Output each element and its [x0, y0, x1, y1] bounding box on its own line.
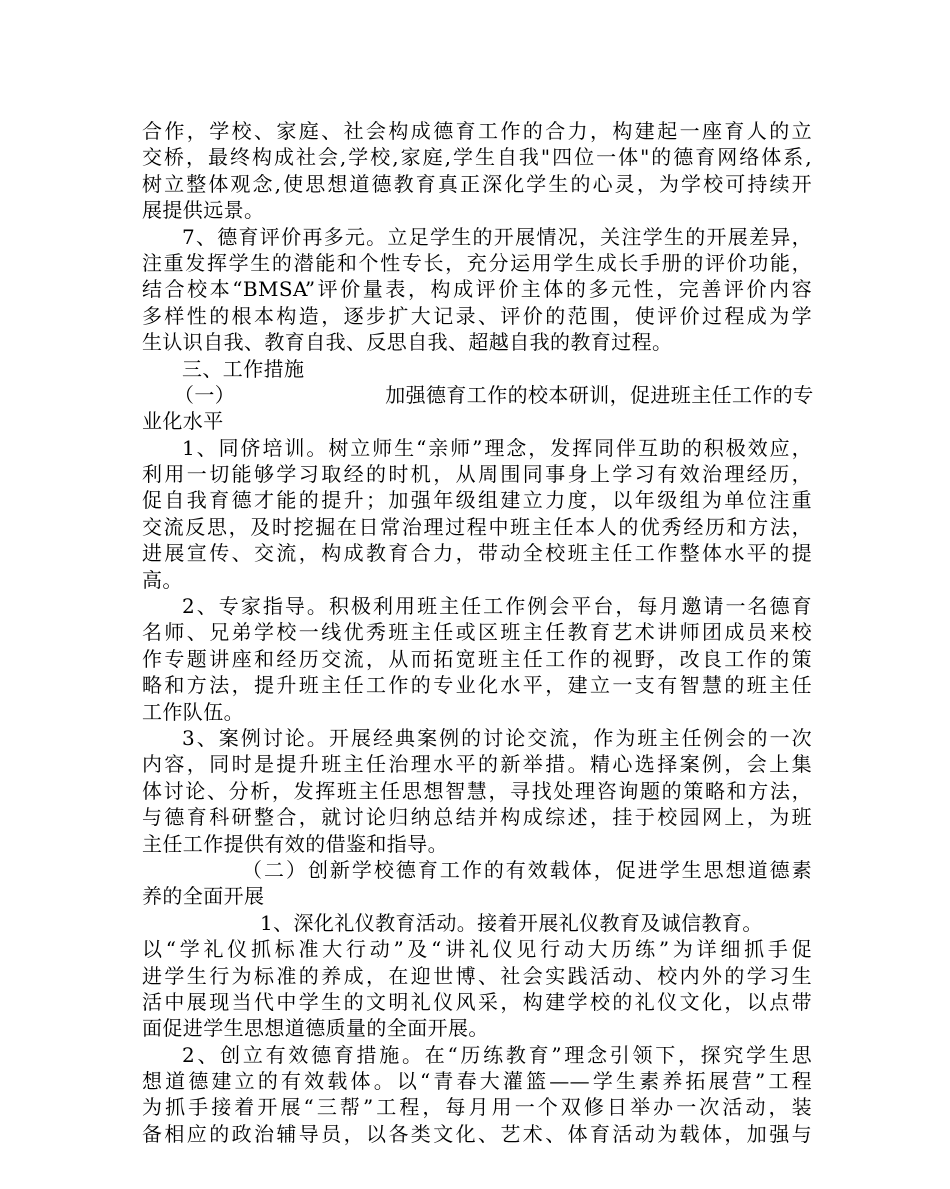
subsection-heading: （二）创新学校德育工作的有效载体，促进学生思想道德素	[242, 857, 812, 882]
text-line: 2、专家指导。积极利用班主任工作例会平台，每月邀请一名德育	[182, 594, 812, 619]
text-line: 促自我育德才能的提升；加强年级组建立力度，以年级组为单位注重	[142, 488, 812, 513]
text-line: 以“学礼仪抓标准大行动”及“讲礼仪见行动大历练”为详细抓手促	[142, 937, 812, 962]
text-line: 利用一切能够学习取经的时机，从周围同事身上学习有效治理经历，	[142, 462, 812, 487]
text-line: 3、案例讨论。开展经典案例的讨论交流，作为班主任例会的一次	[182, 725, 812, 750]
text-line: 结合校本“BMSA”评价量表，构成评价主体的多元性，完善评价内容	[142, 277, 812, 302]
text-line: 生认识自我、教育自我、反思自我、超越自我的教育过程。	[142, 330, 673, 355]
text-line: 进学生行为标准的养成，在迎世博、社会实践活动、校内外的学习生	[142, 963, 812, 988]
text-line: 面促进学生思想道德质量的全面开展。	[142, 1016, 489, 1041]
text-line: 活中展现当代中学生的文明礼仪风采，构建学校的礼仪文化，以点带	[142, 989, 812, 1014]
text-line: 注重发挥学生的潜能和个性专长，充分运用学生成长手册的评价功能，	[142, 250, 812, 275]
text-line: 1、深化礼仪教育活动。接着开展礼仪教育及诚信教育。	[260, 910, 763, 935]
text-line: 养的全面开展	[142, 884, 265, 909]
text-line: 高。	[142, 567, 183, 592]
text-line: 为抓手接着开展“三帮”工程，每月用一个双修日举办一次活动，装	[142, 1095, 812, 1120]
subsection-heading	[142, 382, 812, 408]
text-line: 略和方法，提升班主任工作的专业化水平，建立一支有智慧的班主任	[142, 673, 812, 698]
text-line: 业化水平	[142, 409, 224, 434]
text-line: 展提供远景。	[142, 198, 265, 223]
text-line: 进展宣传、交流，构成教育合力，带动全校班主任工作整体水平的提	[142, 541, 812, 566]
text-line: 7、德育评价再多元。立足学生的开展情况，关注学生的开展差异，	[182, 224, 812, 249]
text-line: 1、同侪培训。树立师生“亲师”理念，发挥同伴互助的积极效应，	[182, 435, 812, 460]
text-line: 与德育科研整合，就讨论归纳总结并构成综述，挂于校园网上，为班	[142, 805, 812, 830]
text-line: 体讨论、分析，发挥班主任思想智慧，寻找处理咨询题的策略和方法，	[142, 778, 812, 803]
text-line: 备相应的政治辅导员，以各类文化、艺术、体育活动为载体，加强与	[142, 1121, 812, 1146]
document-page	[142, 118, 812, 1147]
text-line: 多样性的根本构造，逐步扩大记录、评价的范围，使评价过程成为学	[142, 303, 812, 328]
section-heading: 三、工作措施	[182, 356, 305, 381]
text-line: 合作，学校、家庭、社会构成德育工作的合力，构建起一座育人的立	[142, 119, 812, 143]
text-line: 想道德建立的有效载体。以“青春大灌篮——学生素养拓展营”工程	[142, 1069, 812, 1094]
text-line: 作专题讲座和经历交流，从而拓宽班主任工作的视野，改良工作的策	[142, 646, 812, 671]
text-line: 名师、兄弟学校一线优秀班主任或区班主任教育艺术讲师团成员来校	[142, 620, 812, 645]
subsection-title: 加强德育工作的校本研训，促进班主任工作的专	[385, 382, 814, 407]
subsection-number: （一）	[174, 382, 236, 407]
text-line: 内容，同时是提升班主任治理水平的新举措。精心选择案例，会上集	[142, 752, 812, 777]
text-line: 主任工作提供有效的借鉴和指导。	[142, 831, 448, 856]
text-line: 树立整体观念,使思想道德教育真正深化学生的心灵，为学校可持续开	[142, 171, 812, 196]
text-line: 交桥，最终构成社会,学校,家庭,学生自我"四位一体"的德育网络体系,	[142, 145, 812, 170]
text-line: 交流反思，及时挖掘在日常治理过程中班主任本人的优秀经历和方法，	[142, 514, 812, 539]
text-line: 工作队伍。	[142, 699, 244, 724]
text-line: 2、创立有效德育措施。在“历练教育”理念引领下，探究学生思	[182, 1042, 812, 1067]
